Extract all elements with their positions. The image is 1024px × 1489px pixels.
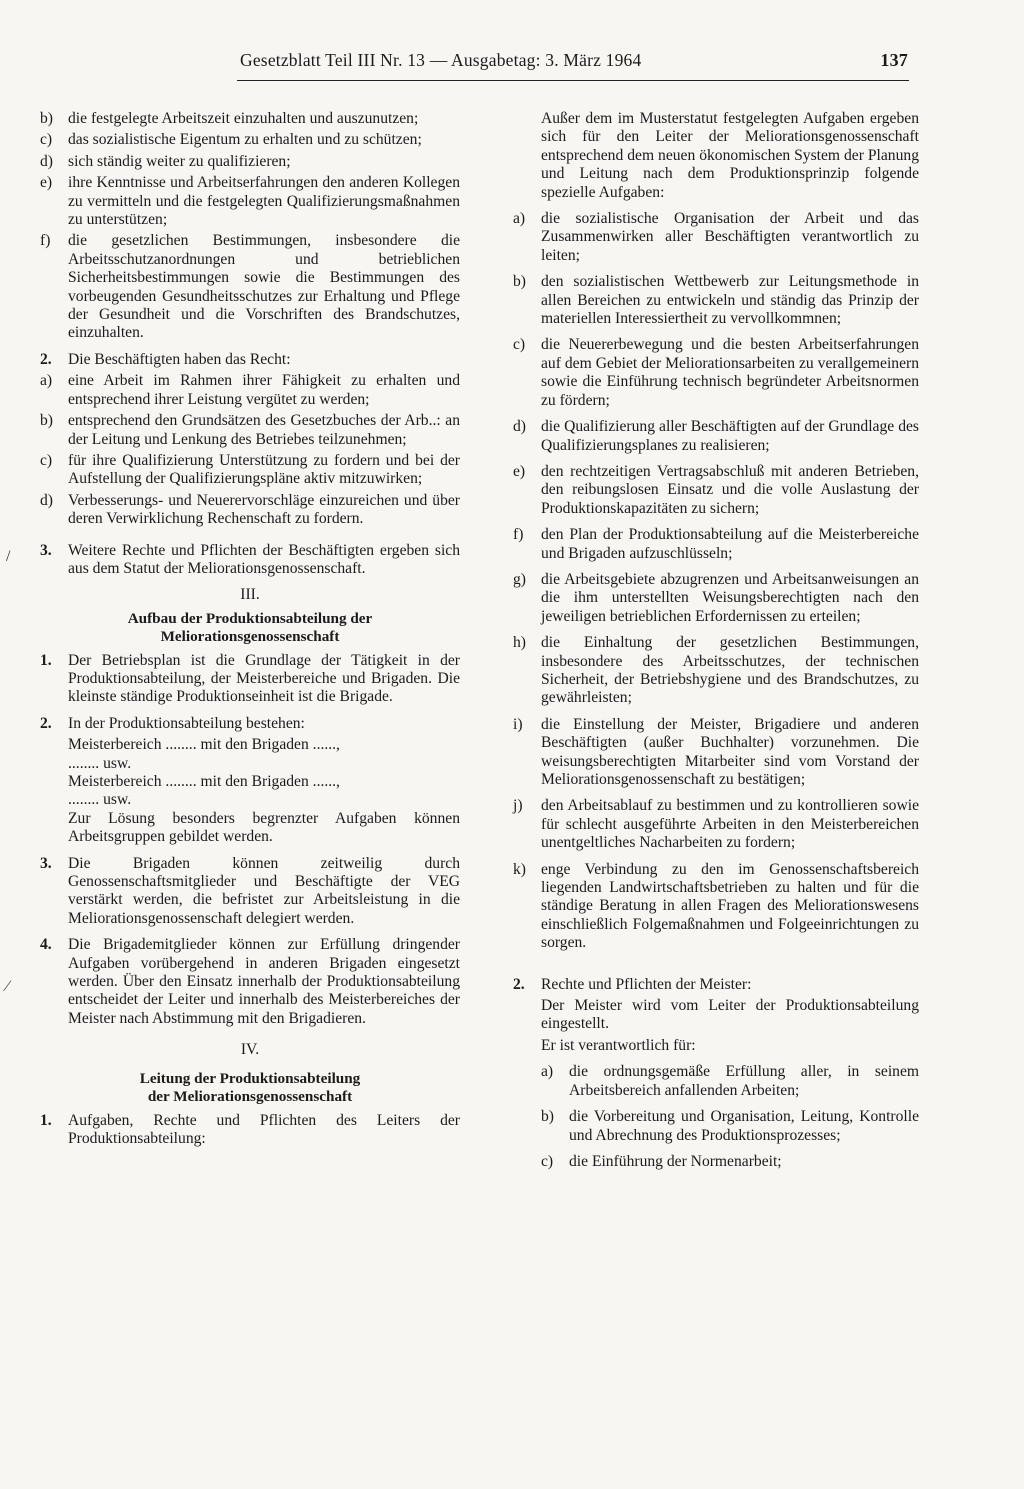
list-item: h) die Einhaltung der gesetzlichen Bestimmungen, insbesondere des Arbeitsschutzes, der technischen Sicherheit, der Betriebshygiene und des Brandschutzes, zu gewährleisten; <box>513 634 919 707</box>
numbered-paragraph: 3. Weitere Rechte und Pflichten der Beschäftigten ergeben sich aus dem Statut der Meliorationsgenossenschaft. <box>40 541 460 577</box>
numbered-paragraph: 1. Aufgaben, Rechte und Pflichten des Leiters der Produktionsabteilung: <box>40 1111 460 1147</box>
header-title: Gesetzblatt Teil III Nr. 13 — Ausgabetag: 3. März 1964 <box>240 50 642 70</box>
list-item: a) die ordnungsgemäße Erfüllung aller, in seinem Arbeitsbereich anfallenden Arbeiten; <box>541 1063 919 1099</box>
list-line: Meisterbereich ........ mit den Brigaden ......, <box>68 773 340 790</box>
list-item: c) die Einführung der Normenarbeit; <box>541 1152 782 1170</box>
numbered-paragraph: 2. In der Produktionsabteilung bestehen: <box>40 714 305 732</box>
numbered-paragraph: 2. Die Beschäftigten haben das Recht: <box>40 350 291 368</box>
list-item: k) enge Verbindung zu den im Genossenschaftsbereich liegenden Landwirtschaftsbetrieben zu halten und für die ständige Beratung in allen Fragen des Meliorationswesens einschließlich Folgemaßnahmen und Folgeeinrichtungen zu sorgen. <box>513 860 919 952</box>
margin-mark: / <box>6 548 11 565</box>
list-item: e) den rechtzeitigen Vertragsabschluß mit anderen Betrieben, den reibungslosen Einsatz und die volle Auslastung der Produktionskapazitäten zu sichern; <box>513 462 919 517</box>
section-heading-iv-line2: der Meliorationsgenossenschaft <box>147 1088 353 1106</box>
list-item: d) Verbesserungs- und Neuerervorschläge einzureichen und über deren Verwirklichung Rechenschaft zu fordern. <box>40 491 460 528</box>
list-line: ........ usw. <box>68 791 132 809</box>
list-item: j) den Arbeitsablauf zu bestimmen und zu kontrollieren sowie für schlecht ausgeführte Arbeiten in den Meisterbereichen unentgeltliches Nacharbeiten zu fordern; <box>513 797 919 852</box>
paragraph: Der Meister wird vom Leiter der Produktionsabteilung eingestellt. <box>541 997 919 1033</box>
numbered-paragraph: 3. Die Brigaden können zeitweilig durch Genossenschaftsmitglieder und Beschäftigte der VEG verstärkt werden, die befristet zur Arbeitsleistung in die Meliorationsgenossenschaft delegiert werden. <box>40 854 460 927</box>
list-item: c) für ihre Qualifizierung Unterstützung zu fordern und bei der Aufstellung der Qualifizierungspläne aktiv mitzuwirken; <box>40 451 460 488</box>
intro-paragraph: Außer dem im Musterstatut festgelegten Aufgaben ergeben sich für den Leiter der Meliorationsgenossenschaft entsprechend dem neuen ökonomischen System der Planung und Leitung nach dem Produktionsprinzip folgende spezielle Aufgaben: <box>541 110 919 201</box>
list-item: d) die Qualifizierung aller Beschäftigten auf der Grundlage des Qualifizierungsplanes zu realisieren; <box>513 418 919 454</box>
list-item: b) den sozialistischen Wettbewerb zur Leitungsmethode in allen Bereichen zu entwickeln und ständig das Prinzip der materiellen Interessiertheit zu vervollkommnen; <box>513 273 919 328</box>
section-number-iii: III. <box>240 586 260 604</box>
list-line: Meisterbereich ........ mit den Brigaden ......, <box>68 736 340 754</box>
list-item: i) die Einstellung der Meister, Brigadiere und anderen Beschäftigten (außer Buchhalter) vorzunehmen. Die weisungsberechtigten Mitarbeiter sind vom Vorstand der Meliorationsgenossenschaft zu bestätigen; <box>513 715 919 788</box>
paragraph: Zur Lösung besonders begrenzter Aufgaben können Arbeitsgruppen gebildet werden. <box>68 809 460 846</box>
list-line: ........ usw. <box>68 754 132 772</box>
list-item: c) das sozialistische Eigentum zu erhalten und zu schützen; <box>40 131 422 149</box>
page-number: 137 <box>880 50 908 70</box>
section-heading-iii: Aufbau der Produktionsabteilung der Meliorationsgenossenschaft <box>127 609 373 646</box>
list-item: a) die sozialistische Organisation der Arbeit und das Zusammenwirken aller Beschäftigten verantwortlich zu leiten; <box>513 210 919 264</box>
paragraph: Er ist verantwortlich für: <box>541 1036 696 1054</box>
section-number-iv: IV. <box>240 1041 260 1059</box>
numbered-paragraph: 4. Die Brigademitglieder können zur Erfüllung dringender Aufgaben vorübergehend in anderen Brigaden eingesetzt werden. Über den Einsatz innerhalb der Produktionsabteilung entscheidet der Leiter und innerhalb des Meisterbereiches der Meister nach Abstimmung mit den Brigadieren. <box>40 936 460 1027</box>
section-heading-iv-line1: Leitung der Produktionsabteilung <box>139 1069 361 1087</box>
numbered-paragraph: 1. Der Betriebsplan ist die Grundlage der Tätigkeit in der Produktionsabteilung, der Meisterbereiche und Brigaden. Die kleinste ständige Produktionseinheit ist die Brigade. <box>40 651 460 706</box>
list-item: e) ihre Kenntnisse und Arbeitserfahrungen den anderen Kollegen zu vermitteln und die festgelegten Qualifizierungsmaßnahmen zu unterstützen; <box>40 174 460 229</box>
left-column <box>40 110 460 1151</box>
list-item: b) die festgelegte Arbeitszeit einzuhalten und auszunutzen; <box>40 110 419 127</box>
list-item: b) entsprechend den Grundsätzen des Gesetzbuches der Arb..: an der Leitung und Lenkung des Betriebes teilzunehmen; <box>40 412 460 448</box>
numbered-paragraph: 2. Rechte und Pflichten der Meister: <box>513 975 752 993</box>
list-item: f) den Plan der Produktionsabteilung auf die Meisterbereiche und Brigaden aufzuschlüsseln; <box>513 526 919 562</box>
right-column <box>513 110 919 1174</box>
list-item: b) die Vorbereitung und Organisation, Leitung, Kontrolle und Abrechnung des Produktionsprozesses; <box>541 1108 919 1144</box>
list-item: c) die Neuererbewegung und die besten Arbeitserfahrungen auf dem Gebiet der Meliorationsarbeiten zu verallgemeinern sowie die Einführung technisch begründeter Arbeitsnormen zu fördern; <box>513 336 919 409</box>
list-item: f) die gesetzlichen Bestimmungen, insbesondere die Arbeitsschutzanordnungen und betrieblichen Sicherheitsbestimmungen sowie die Bestimmungen des vorbeugenden Gesundheitsschutzes zur Erhaltung und Pflege der Gesundheit und die Vorschriften des Brandschutzes, einzuhalten. <box>40 232 460 342</box>
header-rule <box>237 80 909 81</box>
margin-mark: ⁄ <box>6 978 9 995</box>
list-item: g) die Arbeitsgebiete abzugrenzen und Arbeitsanweisungen an die ihm unterstellten Weisungsberechtigten nach den jeweiligen betrieblichen Erfordernissen zu erteilen; <box>513 570 919 625</box>
list-item: a) eine Arbeit im Rahmen ihrer Fähigkeit zu erhalten und entsprechend ihrer Leistung vergütet zu werden; <box>40 372 460 408</box>
list-item: d) sich ständig weiter zu qualifizieren; <box>40 152 291 170</box>
